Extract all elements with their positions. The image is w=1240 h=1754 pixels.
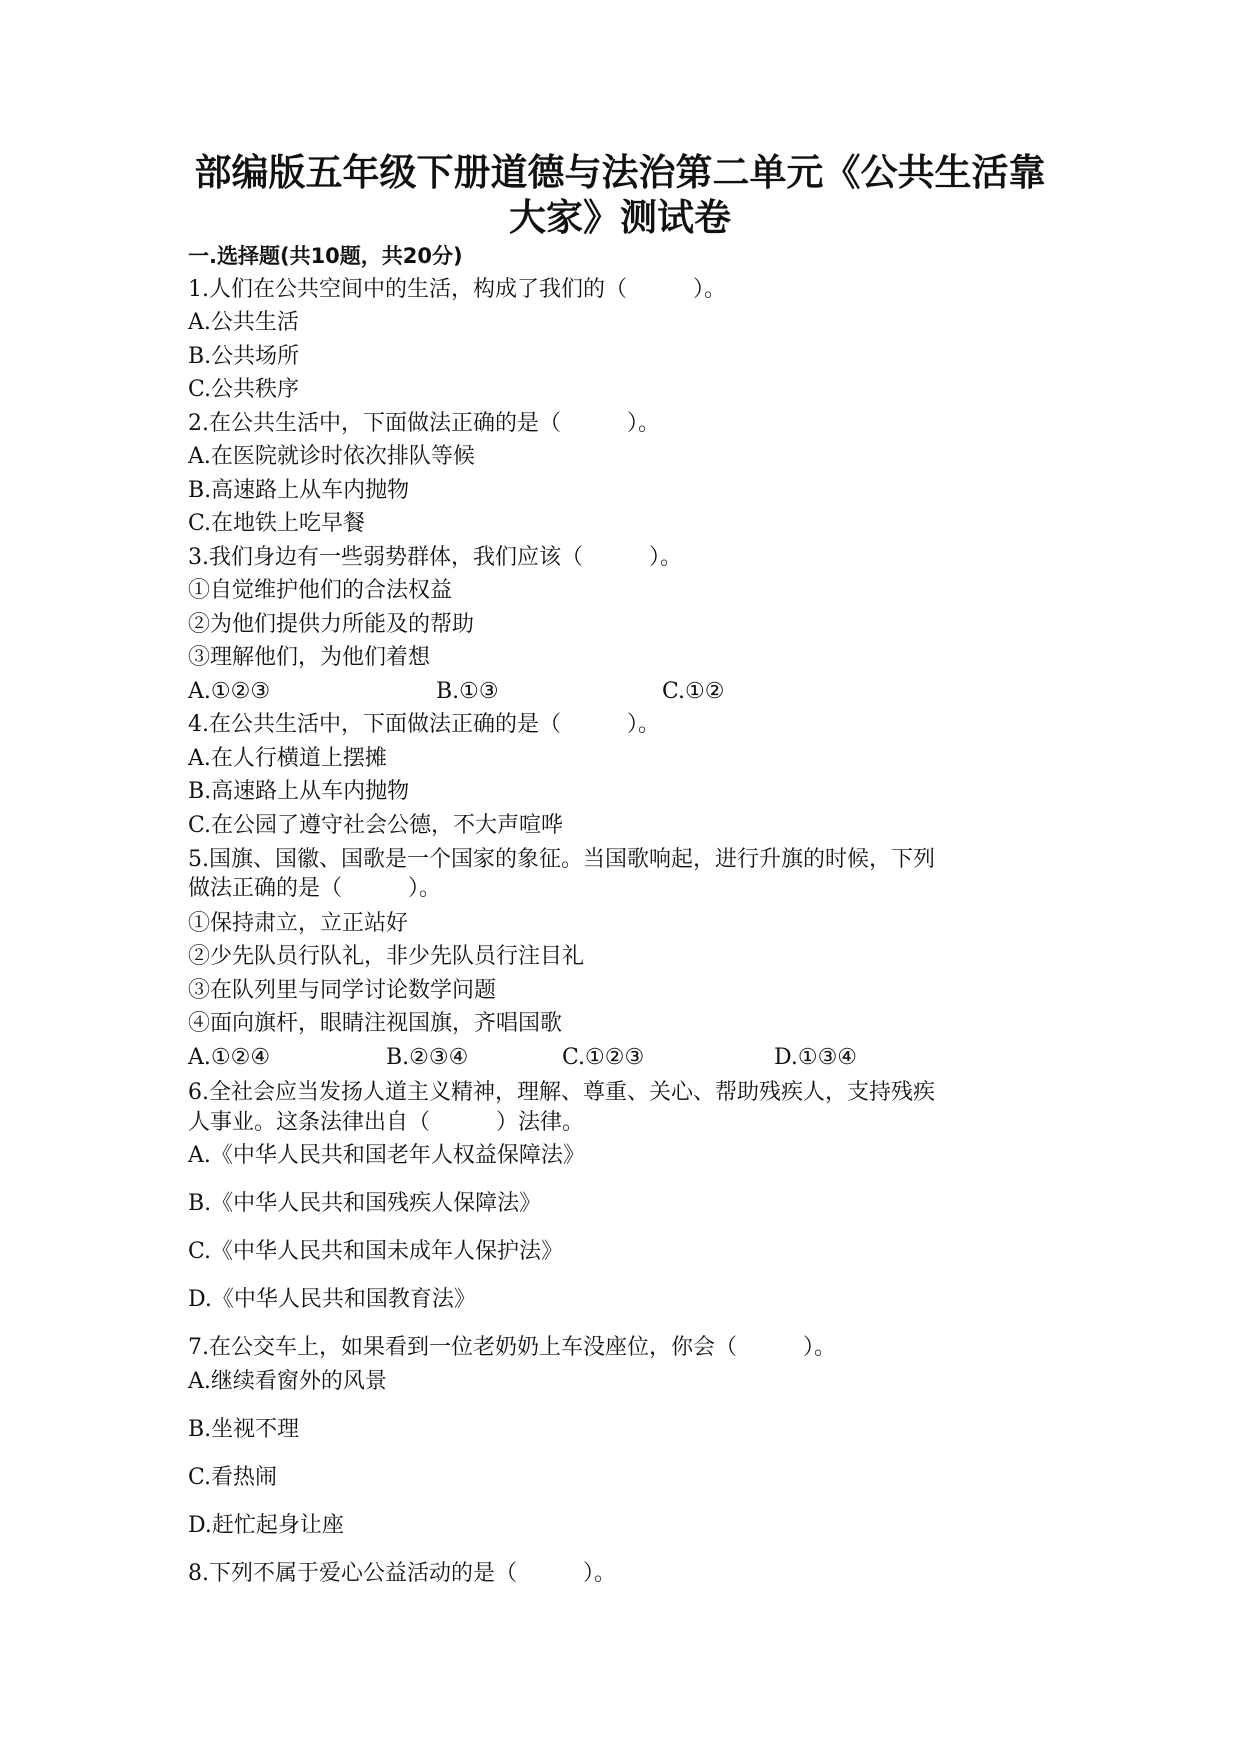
question-5-option-c: C.①②③ (562, 1045, 645, 1070)
question-4-option-b: B.高速路上从车内抛物 (188, 779, 410, 804)
question-5-statement-1: ①保持肃立，立正站好 (188, 911, 409, 936)
question-7-option-b: B.坐视不理 (188, 1417, 300, 1442)
question-1-option-a: A.公共生活 (188, 310, 299, 335)
page-title-line2: 大家》测试卷 (509, 196, 731, 239)
question-3-statement-1: ①自觉维护他们的合法权益 (188, 578, 453, 603)
question-3-stem: 3.我们身边有一些弱势群体，我们应该（ ）。 (188, 545, 682, 570)
question-7-option-a: A.继续看窗外的风景 (188, 1369, 387, 1394)
page-title-line1: 部编版五年级下册道德与法治第二单元《公共生活靠 (194, 151, 1046, 194)
question-6-option-d: D.《中华人民共和国教育法》 (188, 1287, 476, 1312)
question-5-statement-3: ③在队列里与同学讨论数学问题 (188, 978, 497, 1003)
question-6-option-c: C.《中华人民共和国未成年人保护法》 (188, 1239, 564, 1264)
question-8-stem: 8.下列不属于爱心公益活动的是（ ）。 (188, 1561, 616, 1586)
question-5-stem-line1: 5.国旗、国徽、国歌是一个国家的象征。当国歌响起，进行升旗的时候，下列 (188, 847, 935, 872)
question-5-option-d: D.①③④ (774, 1045, 858, 1070)
question-7-stem: 7.在公交车上，如果看到一位老奶奶上车没座位，你会（ ）。 (188, 1335, 836, 1360)
question-5-stem-line2: 做法正确的是（ ）。 (188, 876, 442, 901)
question-2-option-c: C.在地铁上吃早餐 (188, 511, 366, 536)
question-6-stem-line2: 人事业。这条法律出自（ ）法律。 (188, 1110, 585, 1135)
question-1-option-b: B.公共场所 (188, 344, 300, 369)
question-1-option-c: C.公共秩序 (188, 377, 300, 402)
question-3-option-a: A.①②③ (188, 679, 271, 704)
section-heading: 一.选择题(共10题，共20分) (188, 244, 463, 268)
question-3-option-c: C.①② (662, 679, 725, 704)
question-4-option-a: A.在人行横道上摆摊 (188, 746, 387, 771)
question-2-option-a: A.在医院就诊时依次排队等候 (188, 444, 475, 469)
question-6-option-a: A.《中华人民共和国老年人权益保障法》 (188, 1143, 585, 1168)
question-3-statement-2: ②为他们提供力所能及的帮助 (188, 612, 475, 637)
question-4-stem: 4.在公共生活中，下面做法正确的是（ ）。 (188, 712, 660, 737)
question-7-option-d: D.赶忙起身让座 (188, 1513, 344, 1538)
question-6-stem-line1: 6.全社会应当发扬人道主义精神，理解、尊重、关心、帮助残疾人，支持残疾 (188, 1080, 935, 1105)
question-7-option-c: C.看热闹 (188, 1465, 278, 1490)
question-4-option-c: C.在公园了遵守社会公德，不大声喧哗 (188, 813, 564, 838)
question-5-option-b: B.②③④ (386, 1045, 469, 1070)
question-3-statement-3: ③理解他们，为他们着想 (188, 645, 431, 670)
question-6-option-b: B.《中华人民共和国残疾人保障法》 (188, 1191, 542, 1216)
question-5-statement-4: ④面向旗杆，眼睛注视国旗，齐唱国歌 (188, 1011, 563, 1036)
question-2-stem: 2.在公共生活中，下面做法正确的是（ ）。 (188, 411, 660, 436)
question-2-option-b: B.高速路上从车内抛物 (188, 478, 410, 503)
question-5-statement-2: ②少先队员行队礼，非少先队员行注目礼 (188, 944, 585, 969)
question-5-option-a: A.①②④ (188, 1045, 271, 1070)
question-3-option-b: B.①③ (436, 679, 499, 704)
question-1-stem: 1.人们在公共空间中的生活，构成了我们的（ ）。 (188, 277, 726, 302)
